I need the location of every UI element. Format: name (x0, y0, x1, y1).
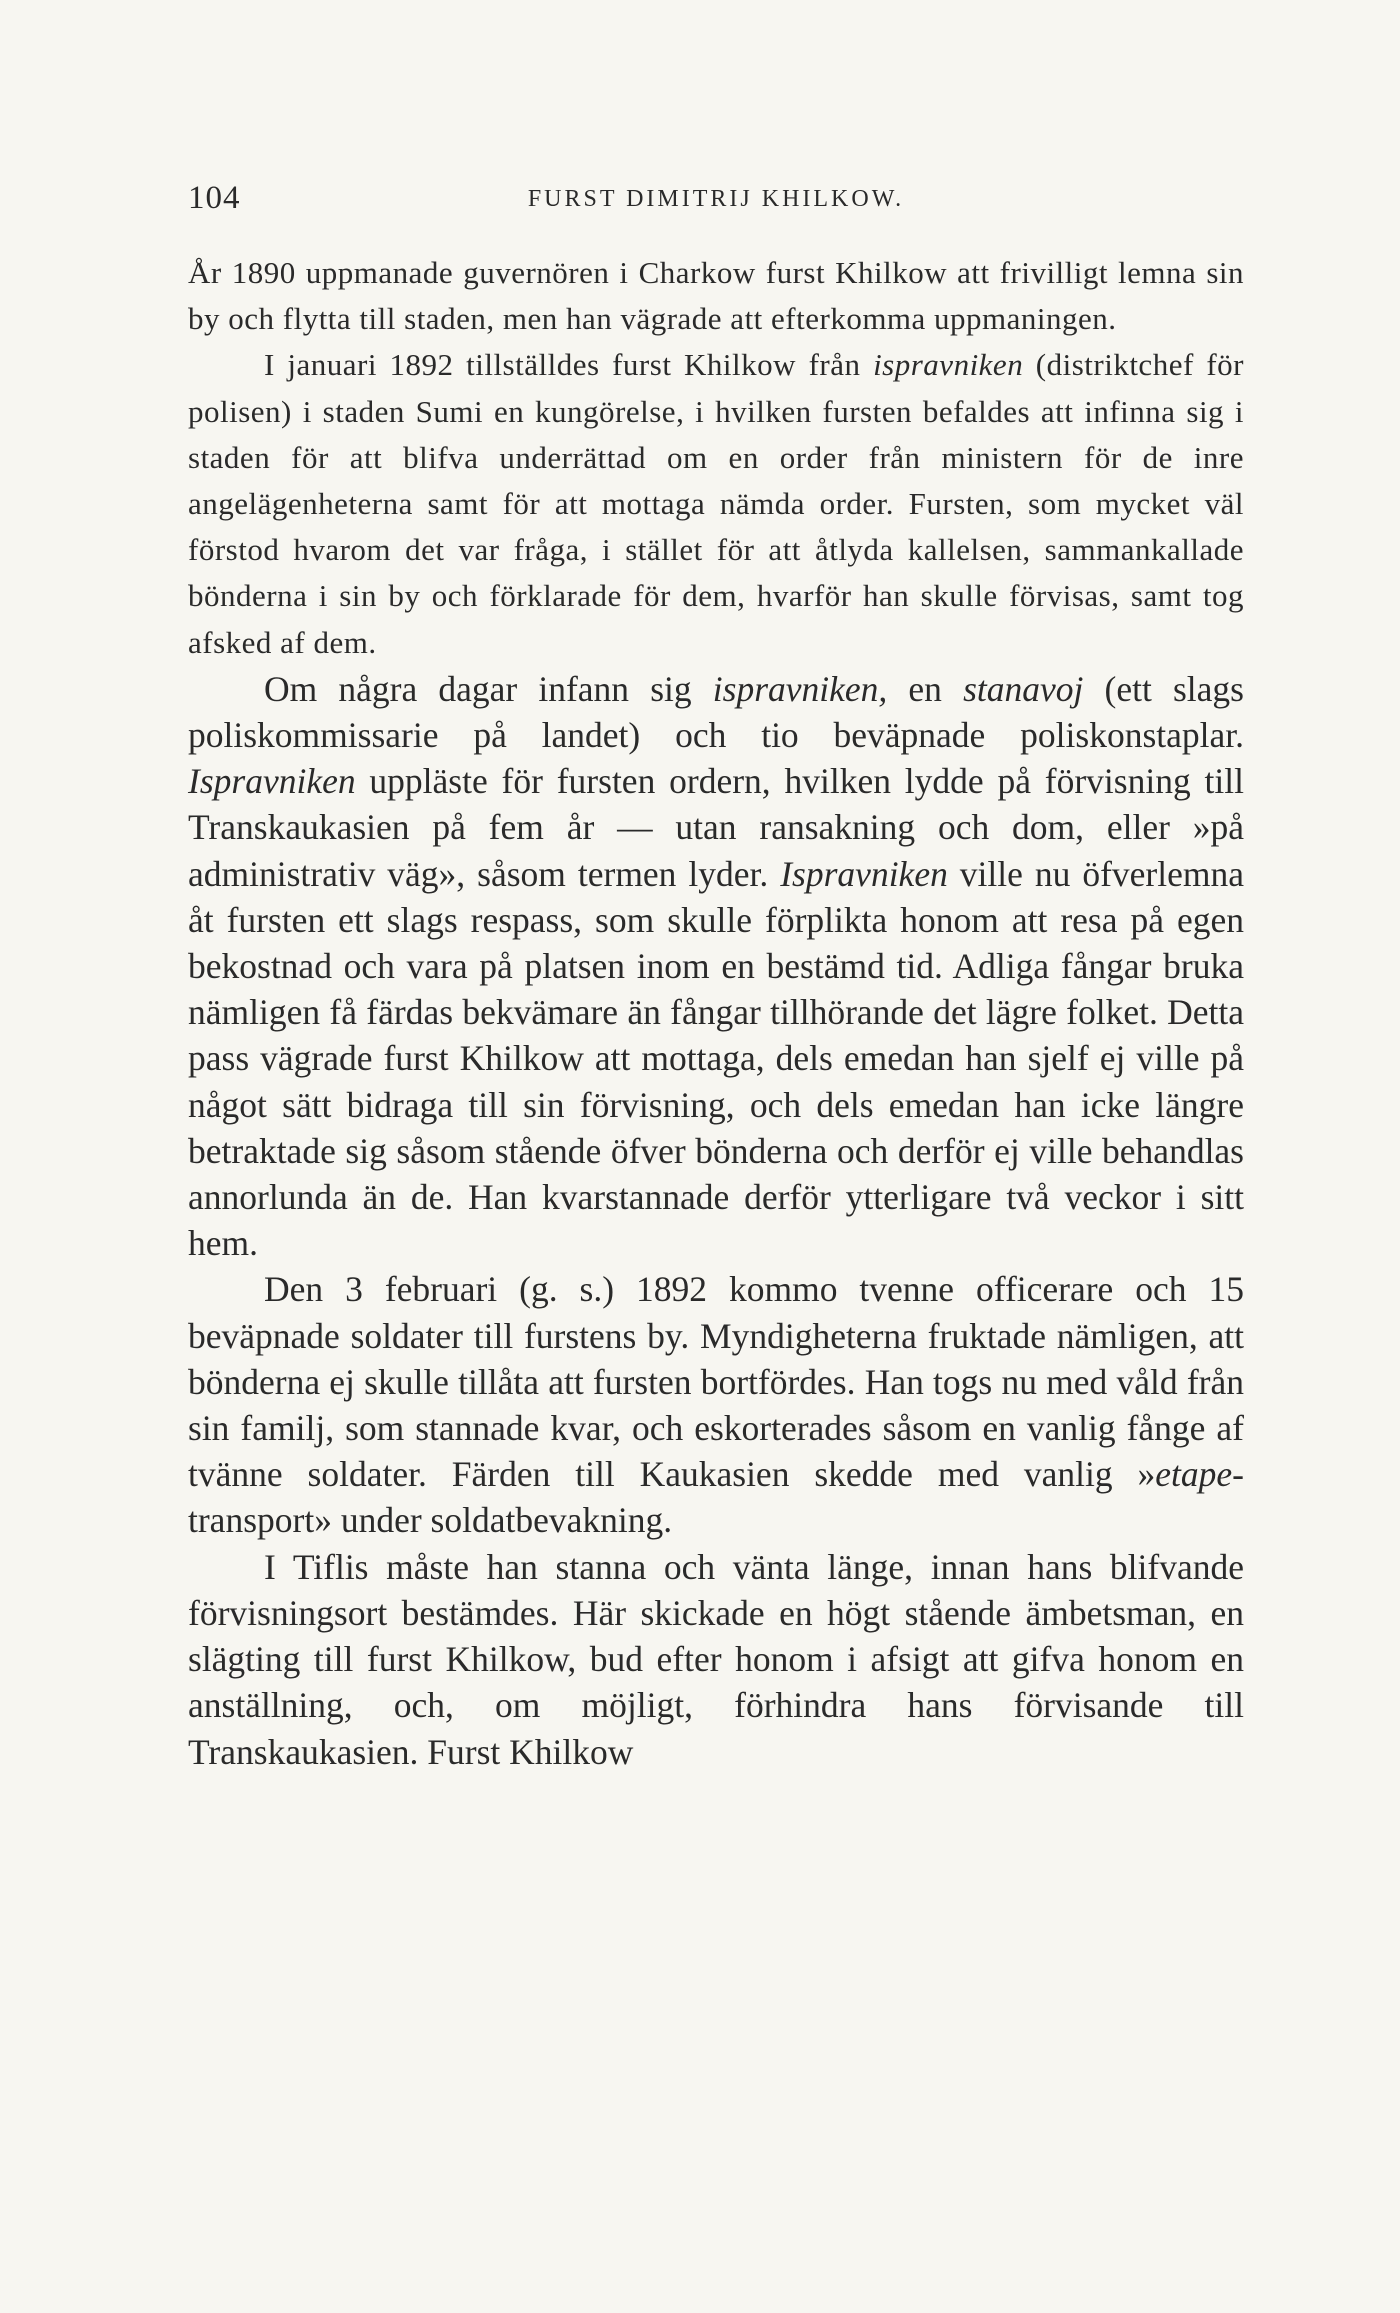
paragraph (188, 1266, 1244, 1543)
text-segment: I Tiflis måste han stanna och vänta länge, innan hans blifvande förvisningsort bestämdes. Här skickade en högt stående ämbetsman, en slägting till furst Khilkow, bud efter honom i afsigt att gifva honom en anställning, och, om möjligt, förhindra hans förvisande till Transkaukasien. Furst Khilkow (188, 1546, 1244, 1772)
paragraph (188, 342, 1244, 665)
italic-term: Ispravniken (780, 853, 948, 894)
book-page (188, 180, 1244, 1772)
paragraph (188, 1544, 1244, 1775)
italic-term: etape (1155, 1454, 1233, 1495)
text-segment: I januari 1892 tillställdes furst Khilkow från (264, 347, 874, 383)
italic-term: Ispravniken (188, 761, 356, 802)
paragraph (188, 250, 1244, 342)
paragraph (188, 666, 1244, 1267)
text-segment: (ett slags poliskommissarie på landet) och tio beväpnade poliskonstaplar. (188, 668, 1244, 756)
body-text (188, 250, 1244, 1775)
italic-term: stanavoj (963, 668, 1084, 709)
italic-term: ispravniken, (712, 668, 888, 709)
text-segment: (distriktchef för polisen) i staden Sumi en kungörelse, i hvilken fursten befaldes att infinna sig i staden för att blifva underrättad om en order från ministern för de inre angelägenheterna samt för att mottaga nämda order. Fursten, som mycket väl förstod hvarom det var fråga, i stället för att åtlyda kallelsen, sammankallade bönderna i sin by och förklarade för dem, hvarför han skulle förvisas, samt tog afsked af dem. (188, 347, 1244, 660)
page-number: 104 (188, 180, 241, 216)
running-title: FURST DIMITRIJ KHILKOW. (527, 186, 905, 212)
text-segment: År 1890 uppmanade guvernören i Charkow furst Khilkow att frivilligt lemna sin by och flytta till staden, men han vägrade att efterkomma uppmaningen. (188, 255, 1244, 337)
text-segment: en (887, 668, 964, 709)
text-segment: Den 3 februari (g. s.) 1892 kommo tvenne officerare och 15 beväpnade soldater till furstens by. Myndigheterna fruktade nämligen, att bönderna ej skulle tillåta att fursten bortfördes. Han togs nu med våld från sin familj, som stannade kvar, och eskorterades såsom en vanlig fånge af tvänne soldater. Färden till Kaukasien skedde med vanlig » (188, 1269, 1244, 1495)
text-segment: -transport» under soldatbevakning. (188, 1454, 1244, 1541)
italic-term: ispravniken (873, 347, 1024, 383)
running-head (188, 180, 1244, 236)
text-segment: uppläste för fursten ordern, hvilken lydde på förvisning till Transkaukasien på fem år — utan ransakning och dom, eller »på administrativ väg», såsom termen lyder. (188, 761, 1244, 894)
text-segment: ville nu öfverlemna åt fursten ett slags respass, som skulle förplikta honom att resa på egen bekostnad och vara på platsen inom en bestämd tid. Adliga fångar bruka nämligen få färdas bekvämare än fångar tillhörande det lägre folket. Detta pass vägrade furst Khilkow att mottaga, dels emedan han sjelf ej ville på något sätt bidraga till sin förvisning, och dels emedan han icke längre betraktade sig såsom stående öfver bönderna och derför ej ville behandlas annorlunda än de. Han kvarstannade derför ytterligare två veckor i sitt hem. (188, 853, 1244, 1264)
text-segment: Om några dagar infann sig (264, 668, 713, 709)
